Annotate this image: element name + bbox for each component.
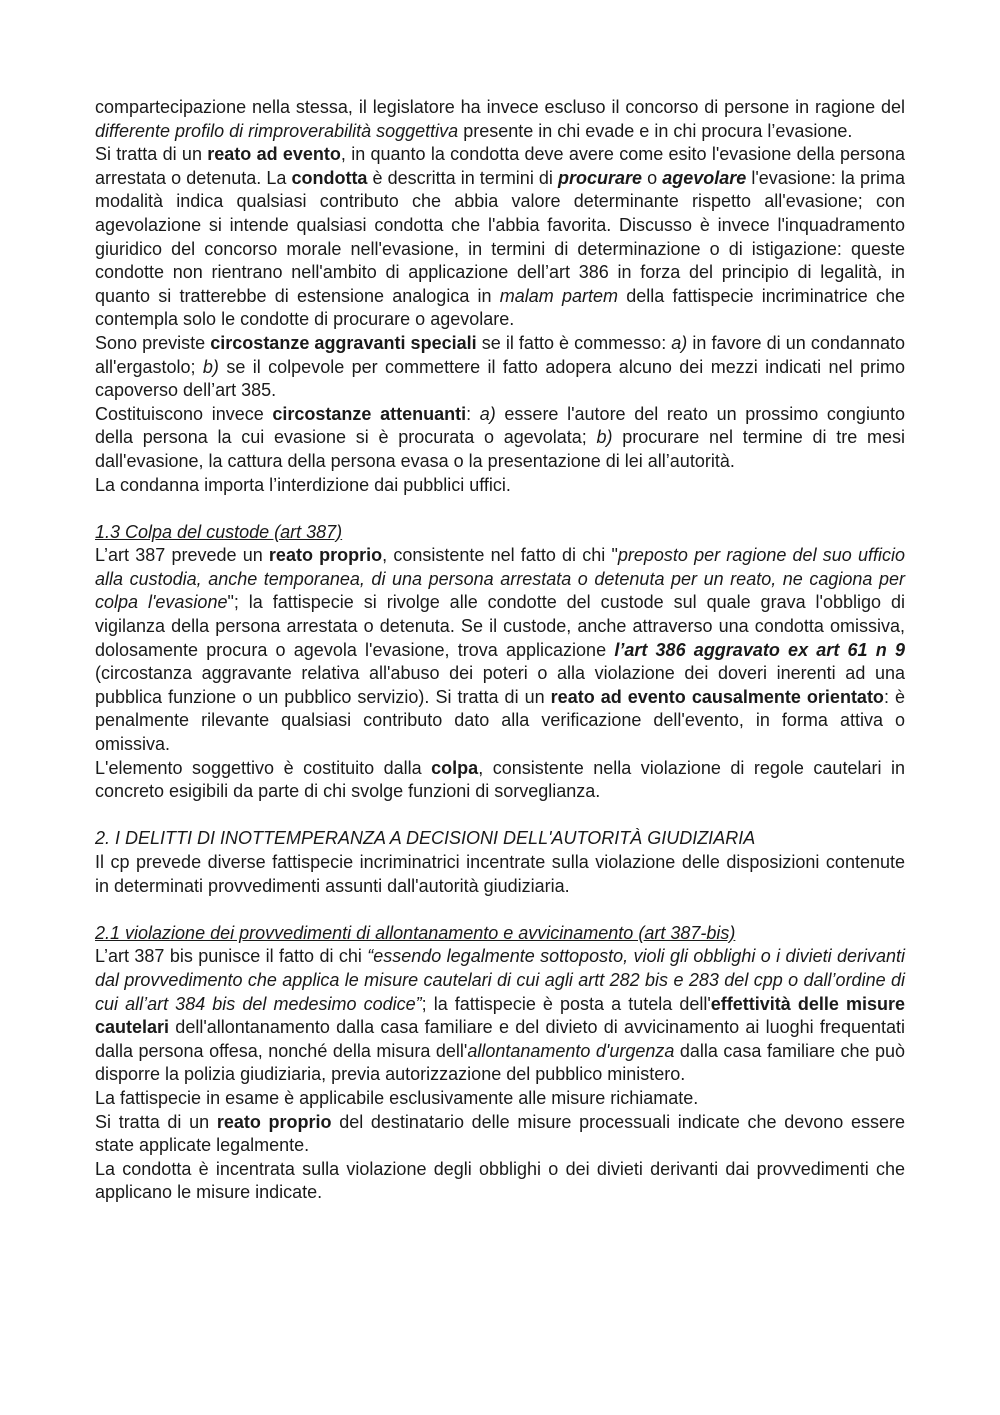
spacer [95, 497, 905, 521]
paragraph-interdizione: La condanna importa l’interdizione dai pubblici uffici. [95, 474, 511, 495]
paragraph-art-387-bis: L’art 387 bis punisce il fatto di chi “essendo legalmente sottoposto, violi gli obblighi o i divieti derivanti dal provvedimento che applica le misure cautelari di cui agli artt 282 bis e 283 del cpp o dall’ordine di cui all’art 384 bis del medesimo codice”; la fattispecie è posta a tutela dell'effettività delle misure cautelari dell'allontanamento dalla casa familiare e del divieto di avvicinamento ai luoghi frequentati dalla persona offesa, nonché della misura dell'allontanamento d'urgenza dalla casa familiare che può disporre la polizia giudiziaria, previa autorizzazione del pubblico ministero. [95, 946, 906, 1085]
spacer [95, 804, 905, 828]
paragraph-applicabilita: La fattispecie in esame è applicabile esclusivamente alle misure richiamate. [95, 1087, 699, 1108]
paragraph-aggravanti: Sono previste circostanze aggravanti speciali se il fatto è commesso: a) in favore di un condannato all'ergastolo; b) se il colpevole per commettere il fatto adopera alcuno dei mezzi indicati nel primo capoverso dell’art 385. [95, 332, 905, 401]
section-heading-1-3: 1.3 Colpa del custode (art 387) [95, 521, 343, 542]
section-heading-2-1: 2.1 violazione dei provvedimenti di allontanamento e avvicinamento (art 387-bis) [95, 922, 736, 943]
document-body [95, 96, 905, 1205]
paragraph-art-387: L’art 387 prevede un reato proprio, consistente nel fatto di chi "preposto per ragione del suo ufficio alla custodia, anche temporanea, di una persona arrestata o detenuta per un reato, ne cagiona per colpa l'evasione"; la fattispecie si rivolge alle condotte del custode sul quale grava l'obbligo di vigilanza della persona arrestata o detenuta. Se il custode, anche attraverso una condotta omissiva, dolosamente procura o agevola l'evasione, trova applicazione l’art 386 aggravato ex art 61 n 9 (circostanza aggravante relativa all'abuso dei poteri o alla violazione dei doveri inerenti ad una pubblica funzione o un pubblico servizio). Si tratta di un reato ad evento causalmente orientato: è penalmente rilevante qualsiasi contributo dato alla verificazione dell'evento, in forma attiva o omissiva. [95, 545, 906, 755]
paragraph-condotta: La condotta è incentrata sulla violazione degli obblighi o dei divieti derivanti dai provvedimenti che applicano le misure indicate. [95, 1158, 905, 1203]
paragraph-elemento-soggettivo: L'elemento soggettivo è costituito dalla colpa, consistente nella violazione di regole cautelari in concreto esigibili da parte di chi svolge funzioni di sorveglianza. [95, 757, 905, 802]
section-heading-2: 2. I DELITTI DI INOTTEMPERANZA A DECISIONI DELL'AUTORITÀ GIUDIZIARIA [95, 828, 756, 849]
paragraph-inottemperanza: Il cp prevede diverse fattispecie incriminatrici incentrate sulla violazione delle disposizioni contenute in determinati provvedimenti assunti dall'autorità giudiziaria. [95, 852, 905, 896]
paragraph-reato-ad-evento: Si tratta di un reato ad evento, in quanto la condotta deve avere come esito l'evasione della persona arrestata o detenuta. La condotta è descritta in termini di procurare o agevolare l'evasione: la prima modalità indica qualsiasi contributo che abbia valore determinante rispetto all'evasione; con agevolazione si intende qualsiasi condotta che l'abbia favorita. Discusso è invece l'inquadramento giuridico del concorso morale nell'evasione, in termini di determinazione o di istigazione: queste condotte non rientrano nell'ambito di applicazione dell’art 386 in forza del principio di legalità, in quanto si tratterebbe di estensione analogica in malam partem della fattispecie incriminatrice che contempla solo le condotte di procurare o agevolare. [95, 144, 906, 330]
paragraph-attenuanti: Costituiscono invece circostanze attenuanti: a) essere l'autore del reato un prossimo congiunto della persona la cui evasione si è procurata o agevolata; b) procurare nel termine di tre mesi dall'evasione, la cattura della persona evasa o la presentazione di lei all’autorità. [95, 403, 905, 471]
paragraph-reato-proprio: Si tratta di un reato proprio del destinatario delle misure processuali indicate che devono essere state applicate legalmente. [95, 1111, 905, 1156]
paragraph-concorso: compartecipazione nella stessa, il legislatore ha invece escluso il concorso di persone in ragione del differente profilo di rimproverabilità soggettiva presente in chi evade e in chi procura l’evasione. [95, 97, 905, 141]
spacer [95, 898, 905, 922]
